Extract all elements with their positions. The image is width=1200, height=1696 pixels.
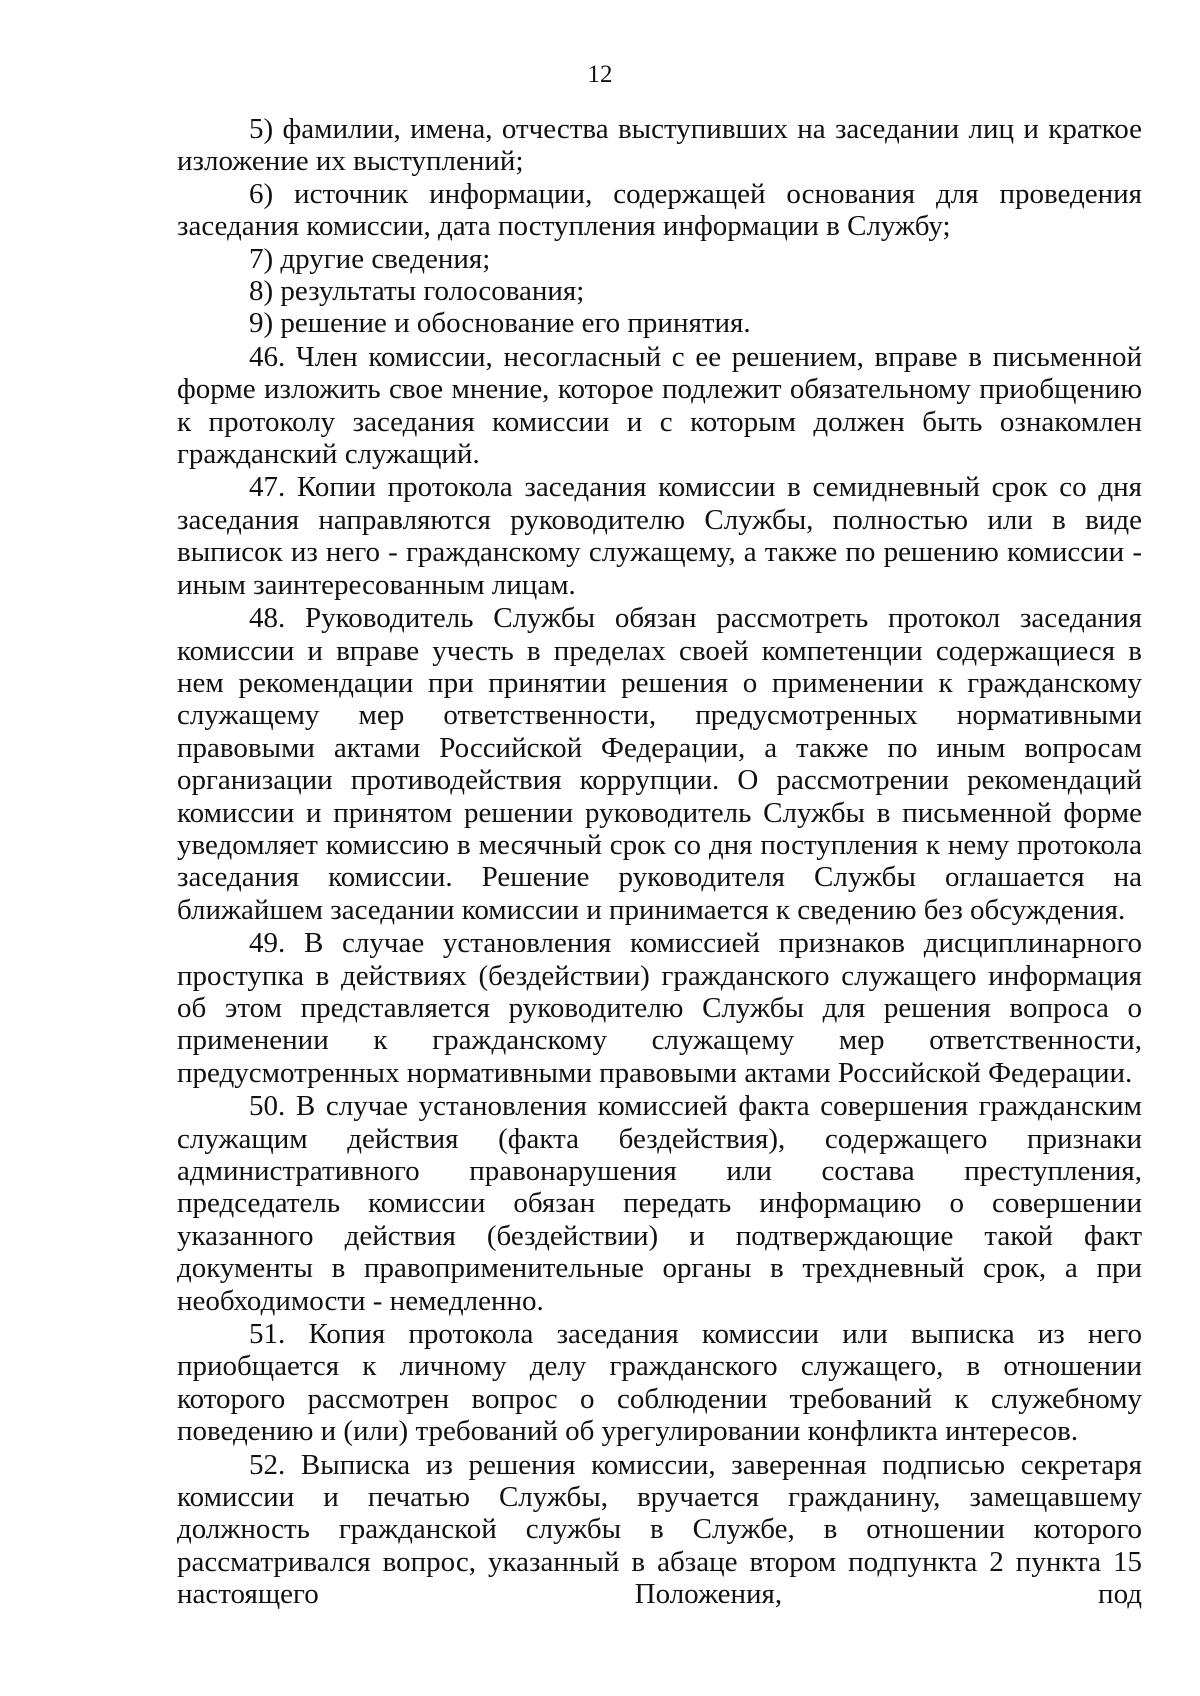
document-body [177,113,1142,1611]
paragraph-52: 52. Выписка из решения комиссии, заверенная подписью секретаря комиссии и печатью Службы, вручается гражданину, замещавшему должность гражданской службы в Службе, в отношении которого рассматривался вопрос, указанный в абзаце втором подпункта 2 пункта 15 настоящего Положения, под [177,1448,1142,1611]
paragraph-46: 46. Член комиссии, несогласный с ее решением, вправе в письменной форме изложить свое мнение, которое подлежит обязательному приобщению к протоколу заседания комиссии и с которым должен быть ознакомлен гражданский служащий. [177,340,1142,471]
paragraph-47: 47. Копии протокола заседания комиссии в семидневный срок со дня заседания направляются руководителю Службы, полностью или в виде выписок из него - гражданскому служащему, а также по решению комиссии - иным заинтересованным лицам. [177,471,1142,601]
paragraph-50: 50. В случае установления комиссией факта совершения гражданским служащим действия (факта бездействия), содержащего признаки административного правонарушения или состава преступления, председатель комиссии обязан передать информацию о совершении указанного действия (бездействии) и подтверждающие такой факт документы в правоприменительные органы в трехдневный срок, а при необходимости - немедленно. [177,1090,1142,1317]
paragraph-item-6: 6) источник информации, содержащей основания для проведения заседания комиссии, дата поступления информации в Службу; [177,177,1142,243]
paragraph-49: 49. В случае установления комиссией признаков дисциплинарного проступка в действиях (бездействии) гражданского служащего информация об этом представляется руководителю Службы для решения вопроса о применении к гражданскому служащему мер ответственности, предусмотренных нормативными правовыми актами Российской Федерации. [177,927,1142,1089]
paragraph-48: 48. Руководитель Службы обязан рассмотреть протокол заседания комиссии и вправе учесть в пределах своей компетенции содержащиеся в нем рекомендации при принятии решения о применении к гражданскому служащему мер ответственности, предусмотренных нормативными правовыми актами Российской Федерации, а также по иным вопросам организации противодействия коррупции. О рассмотрении рекомендаций комиссии и принятом решении руководитель Службы в письменной форме уведомляет комиссию в месячный срок со дня поступления к нему протокола заседания комиссии. Решение руководителя Службы оглашается на ближайшем заседании комиссии и принимается к сведению без обсуждения. [177,602,1142,926]
paragraph-item-5: 5) фамилии, имена, отчества выступивших на заседании лиц и краткое изложение их выступлений; [177,113,1142,178]
page-number: 12 [587,61,613,88]
paragraph-51: 51. Копия протокола заседания комиссии или выписка из него приобщается к личному делу гражданского служащего, в отношении которого рассмотрен вопрос о соблюдении требований к служебному поведению и (или) требований об урегулировании конфликта интересов. [177,1318,1142,1448]
paragraph-item-8: 8) результаты голосования; [249,275,585,308]
paragraph-item-7: 7) другие сведения; [249,242,491,275]
paragraph-item-9: 9) решение и обоснование его принятия. [249,307,751,340]
